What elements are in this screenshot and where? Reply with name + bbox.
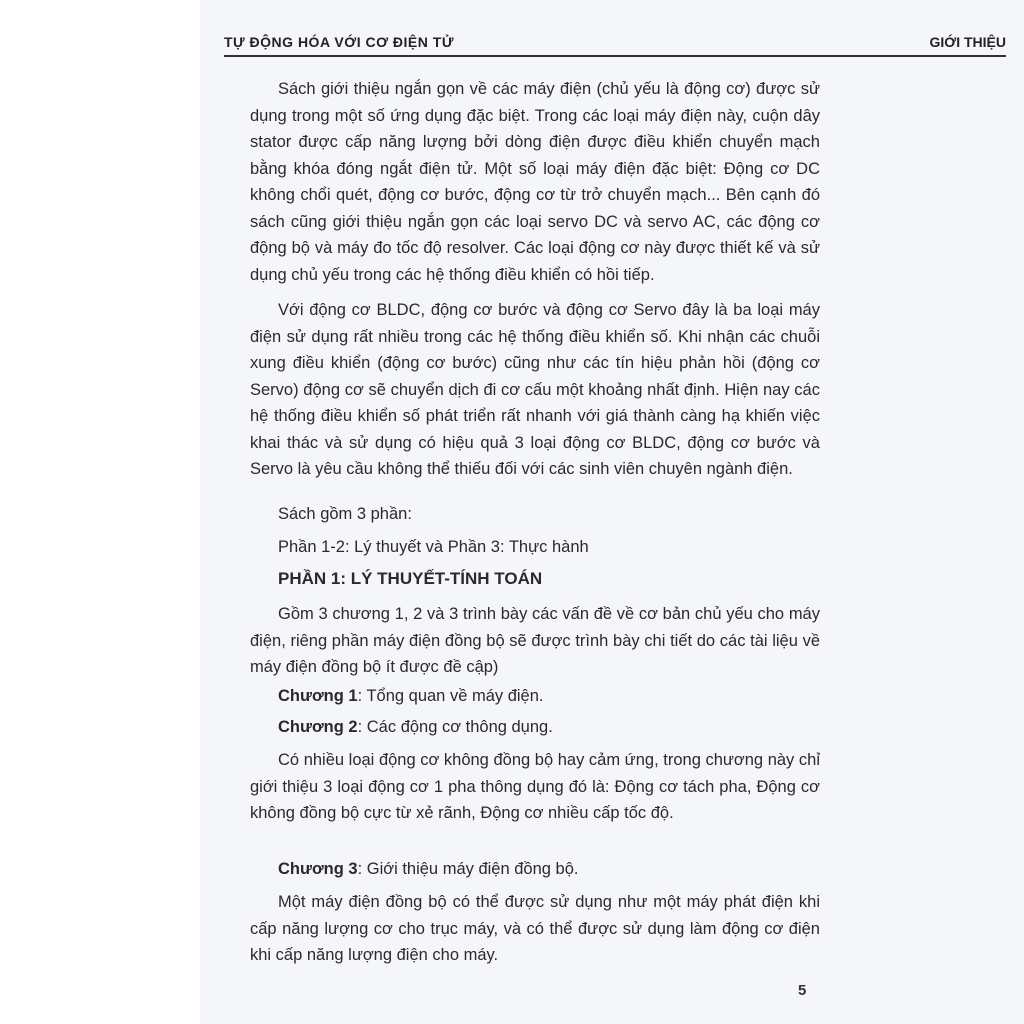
- chapter-1-label: Chương 1: [278, 687, 358, 705]
- paragraph-3: Sách gồm 3 phần:: [278, 505, 412, 523]
- heading-part-1: PHẦN 1: LÝ THUYẾT-TÍNH TOÁN: [278, 569, 543, 588]
- running-header-title: TỰ ĐỘNG HÓA VỚI CƠ ĐIỆN TỬ: [224, 34, 454, 50]
- book-parts-detail: [250, 534, 820, 560]
- chapter-2-text: : Các động cơ thông dụng.: [357, 718, 553, 736]
- paragraph-part1: [250, 601, 820, 681]
- chapter-2-line: [250, 714, 820, 740]
- chapter-2: [250, 714, 820, 740]
- chapter-3: [250, 856, 820, 882]
- chapter-3-label: Chương 3: [278, 860, 358, 878]
- paragraph-7: Một máy điện đồng bộ có thể được sử dụng như một máy phát điện khi cấp năng lượng cơ cho trục máy, và có thể được sử dụng làm động cơ điện khi cấp năng lượng điện cho máy.: [250, 893, 820, 964]
- book-page: [200, 0, 1024, 1024]
- book-parts: [250, 501, 820, 527]
- chapter-3-text: : Giới thiệu máy điện đồng bộ.: [357, 860, 579, 878]
- paragraph-2: Với động cơ BLDC, động cơ bước và động cơ Servo đây là ba loại máy điện sử dụng rất nhiều trong các hệ thống điều khiển số. Khi nhận các chuỗi xung điều khiển (động cơ bước) cũng như các tín hiệu phản hồi (động cơ Servo) động cơ sẽ chuyển dịch đi cơ cấu một khoảng nhất định. Hiện nay các hệ thống điều khiển số phát triển rất nhanh với giá thành càng hạ khiến việc khai thác và sử dụng có hiệu quả 3 loại động cơ BLDC, động cơ bước và Servo là yêu cầu không thể thiếu đối với các sinh viên chuyên ngành điện.: [250, 301, 820, 478]
- paragraph-4: Phần 1-2: Lý thuyết và Phần 3: Thực hành: [278, 538, 589, 556]
- page-number: 5: [798, 982, 807, 999]
- chapter-1-line: [250, 683, 820, 709]
- paragraph-1: Sách giới thiệu ngắn gọn về các máy điện (chủ yếu là động cơ) được sử dụng trong một số ứng dụng đặc biệt. Trong các loại máy điện này, cuộn dây stator được cấp năng lượng bởi dòng điện được điều khiển chuyển mạch bằng khóa đóng ngắt điện tử. Một số loại máy điện đặc biệt: Động cơ DC không chổi quét, động cơ bước, động cơ từ trở chuyển mạch... Bên cạnh đó sách cũng giới thiệu ngắn gọn các loại servo DC và servo AC, các động cơ động bộ và máy đo tốc độ resolver. Các loại động cơ này được thiết kế và sử dụng chủ yếu trong các hệ thống điều khiển có hồi tiếp.: [250, 80, 820, 284]
- paragraph-chapter2: [250, 747, 820, 827]
- chapter-1: [250, 683, 820, 709]
- part-heading: [250, 569, 820, 589]
- header-divider: [224, 55, 1006, 57]
- chapter-3-line: [250, 856, 820, 882]
- paragraph-chapter3: [250, 889, 820, 969]
- chapter-2-label: Chương 2: [278, 718, 358, 736]
- paragraph-5: Gồm 3 chương 1, 2 và 3 trình bày các vấn đề về cơ bản chủ yếu cho máy điện, riêng phần máy điện đồng bộ sẽ được trình bày chi tiết do các tài liệu về máy điện đồng bộ ít được đề cập): [250, 605, 820, 676]
- paragraph-6: Có nhiều loại động cơ không đồng bộ hay cảm ứng, trong chương này chỉ giới thiệu 3 loại động cơ 1 pha thông dụng đó là: Động cơ tách pha, Động cơ không đồng bộ cực từ xẻ rãnh, Động cơ nhiều cấp tốc độ.: [250, 751, 820, 822]
- paragraph-bldc: [250, 297, 820, 483]
- running-header-section: GIỚI THIỆU: [929, 34, 1006, 50]
- paragraph-intro: [250, 76, 820, 288]
- chapter-1-text: : Tổng quan về máy điện.: [357, 687, 544, 705]
